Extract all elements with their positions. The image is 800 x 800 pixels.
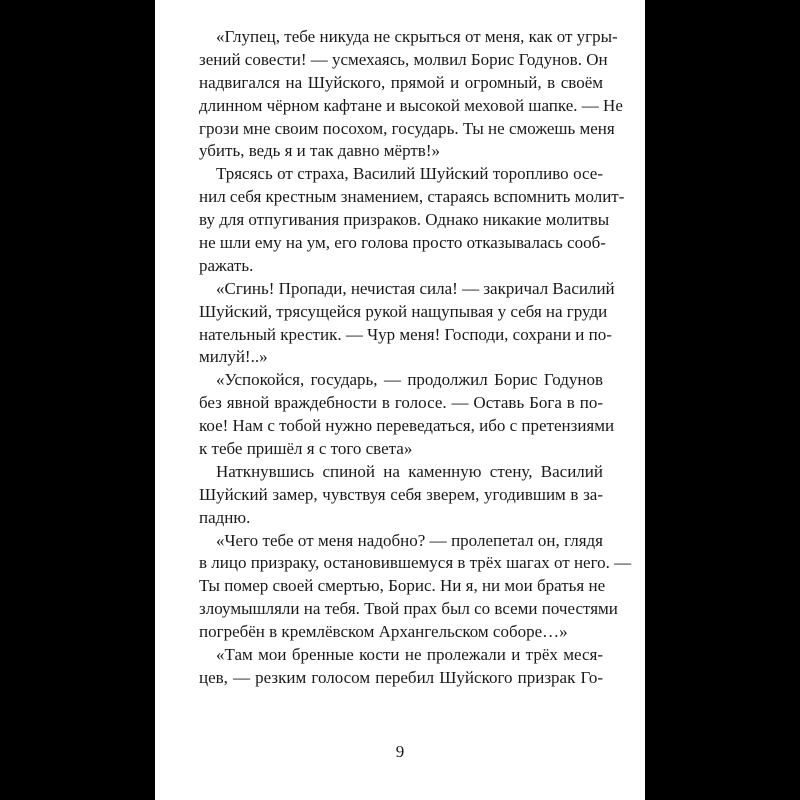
text-line: зений совести! — усмехаясь, молвил Борис Годунов. Он bbox=[199, 49, 608, 69]
text-line: к тебе пришёл я с того света» bbox=[199, 439, 413, 459]
text-line: милуй!..» bbox=[199, 347, 268, 367]
text-line: ву для отпугивания призраков. Однако никакие молитвы bbox=[199, 210, 610, 230]
text-line: в лицо призраку, остановившемуся в трёх шагах от него. — bbox=[199, 553, 632, 573]
text-line: не шли ему на ум, его голова просто отказывалась сооб- bbox=[199, 233, 606, 253]
text-line: «Чего тебе от меня надобно? — пролепетал он, глядя bbox=[216, 530, 603, 550]
body-text bbox=[199, 26, 632, 690]
right-black-margin bbox=[645, 0, 800, 800]
text-line: ражать. bbox=[199, 255, 254, 275]
text-line: погребён в кремлёвском Архангельском соборе…» bbox=[199, 622, 568, 642]
text-line: нил себя крестным знамением, стараясь вспомнить молит- bbox=[199, 187, 625, 207]
text-line: «Сгинь! Пропади, нечистая сила! — закричал Василий bbox=[216, 278, 615, 298]
text-line: «Там мои бренные кости не пролежали и трёх меся- bbox=[216, 645, 603, 665]
text-line: Шуйский замер, чувствуя себя зверем, угодившим в за- bbox=[199, 484, 603, 504]
left-black-margin bbox=[0, 0, 155, 800]
page-number: 9 bbox=[395, 742, 405, 761]
text-line: Ты помер своей смертью, Борис. Ни я, ни мои братья не bbox=[199, 576, 606, 596]
text-line: кое! Нам с тобой нужно переведаться, ибо с претензиями bbox=[199, 416, 615, 436]
text-line: грози мне своим посохом, государь. Ты не сможешь меня bbox=[199, 118, 615, 138]
text-line: злоумышляли на тебя. Твой прах был со всеми почестями bbox=[199, 599, 618, 619]
text-line: падню. bbox=[199, 507, 251, 527]
text-line: нательный крестик. — Чур меня! Господи, сохрани и по- bbox=[199, 324, 612, 344]
text-line: «Успокойся, государь, — продолжил Борис Годунов bbox=[216, 370, 603, 390]
text-line: надвигался на Шуйского, прямой и огромный, в своём bbox=[199, 72, 603, 92]
text-line: Шуйский, трясущейся рукой нащупывая у себя на груди bbox=[199, 301, 608, 321]
text-line: цев, — резким голосом перебил Шуйского призрак Го- bbox=[199, 667, 603, 687]
text-line: Наткнувшись спиной на каменную стену, Василий bbox=[216, 461, 603, 481]
text-line: без явной враждебности в голосе. — Оставь Бога в по- bbox=[199, 393, 603, 413]
book-page bbox=[155, 0, 645, 800]
text-line: «Глупец, тебе никуда не скрыться от меня, как от угры- bbox=[216, 27, 618, 46]
text-line: убить, ведь я и так давно мёртв!» bbox=[199, 141, 440, 161]
text-line: Трясясь от страха, Василий Шуйский торопливо осе- bbox=[216, 164, 603, 184]
text-line: длинном чёрном кафтане и высокой меховой шапке. — Не bbox=[199, 95, 623, 115]
